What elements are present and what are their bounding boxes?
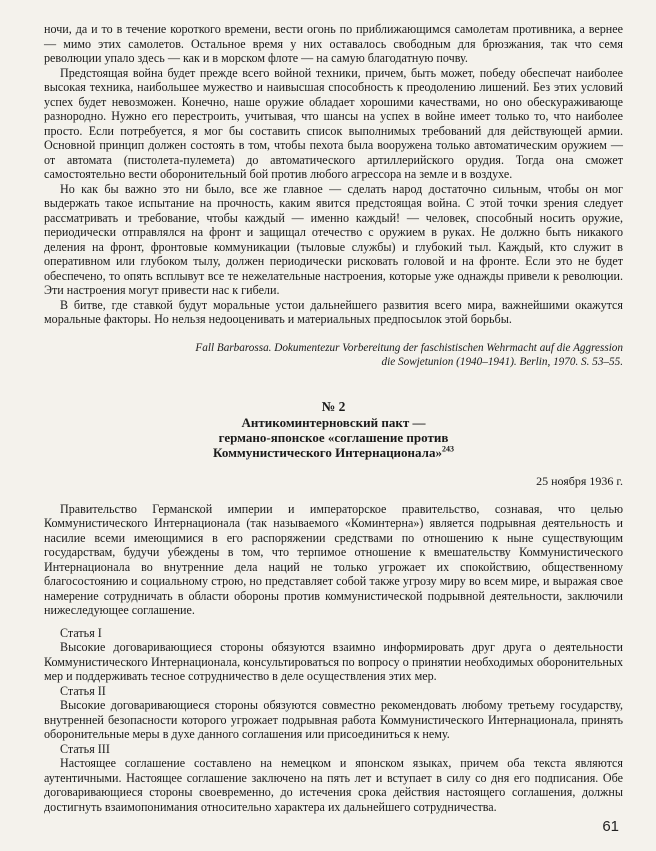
paragraph: Но как бы важно это ни было, все же главное — сделать народ достаточно сильным, чтобы он мог выдержать такое испытание на прочность, каким явится предстоящая война. С этой точки зрения следует рассматривать и требование, чтобы каждый — именно каждый! — человек, способный носить оружие, периодически отправлялся на фронт и защищал отечество с оружием в руках. Не должно быть никакого деления на фронт, фронтовые коммуникации (тыловые службы) и глубокий тыл. Каждый, кто служит в оперативном или глубоком тылу, должен периодически рисковать головой и на фронте. Если это не будет обеспечено, то опять всплывут все те нежелательные настроения, которые уже однажды привели к революции. Эти настроения могут привести нас к гибели. <box>44 181 623 297</box>
paragraph: ночи, да и то в течение короткого времени, вести огонь по приближающимся самолетам противника, а вернее — мимо этих самолетов. Остальное время у них оставалось свободным для брюзжания, так что семя революции упало здесь — как и в морском флоте — на самую благодатную почву. <box>44 22 623 65</box>
article-heading: Статья III <box>60 741 110 756</box>
preamble-paragraph: Правительство Германской империи и императорское правительство, сознавая, что целью Коммунистического Интернационала (так называемого «Коминтерна») является подрывная деятельность и насилие всеми имеющимися в его распоряжении средствами по отношению к ныне существующим государствам, будучи убеждены в том, что терпимое отношение к вмешательству Коммунистического Интернационала во внутренние дела наций не только угрожает их спокойствию, общественному благосостоянию и социальному строю, но представляет собой также угрозу миру во всем мире, и выражая свое намерение сотрудничать в области обороны против коммунистической подрывной деятельности, заключили нижеследующее соглашение. <box>44 501 623 617</box>
page-number: 61 <box>602 818 619 835</box>
source-citation <box>44 341 623 369</box>
document-title-line <box>44 445 623 460</box>
document-title-line: Антикоминтерновский пакт — <box>241 414 426 430</box>
article-text: Высокие договаривающиеся стороны обязуются взаимно информировать друг друга о деятельности Коммунистического Интернационала, консультироваться по вопросу о принятии необходимых оборонительных мер и поддерживать тесное сотрудничество в деле осуществления этих мер. <box>44 640 623 683</box>
article-3 <box>44 742 623 815</box>
document-header <box>44 399 623 460</box>
document-title-text: Коммунистического Интернационала» <box>213 444 442 460</box>
paragraph: Предстоящая война будет прежде всего войной техники, причем, быть может, победу обеспечат наиболее высокая техника, наибольшее мужество и наивысшая способность к преодолению лишений. Без этих условий успех будет невозможен. Конечно, наше оружие обладает хорошими качествами, но оно обескураживающе разнородно. Нужно его перестроить, учитывая, что шансы на успех в войне имеет только то, что наиболее просто. Если потребуется, я мог бы составить список выполнимых требований для действующей армии. Основной принцип должен состоять в том, чтобы пехота была вооружена только автоматическим оружием — от автомата (пистолета-пулемета) до автоматического артиллерийского орудия. Тогда она сможет самостоятельно вести оборонительный бой против любого агрессора на земле и в воздухе. <box>44 65 623 181</box>
paragraph: В битве, где ставкой будут моральные устои дальнейшего развития всего мира, важнейшими окажутся моральные факторы. Но нельзя недооценивать и материальных предпосылок этой борьбы. <box>44 297 623 326</box>
document-title-line: германо-японское «соглашение против <box>218 429 449 445</box>
article-heading: Статья II <box>60 683 106 698</box>
document-date: 25 ноября 1936 г. <box>536 473 623 488</box>
article-heading: Статья I <box>60 625 102 640</box>
article-1 <box>44 626 623 684</box>
footnote-reference[interactable]: 243 <box>441 444 454 454</box>
citation-line: die Sowjetunion (1940–1941). Berlin, 1970. S. 53–55. <box>381 355 623 368</box>
article-2 <box>44 684 623 742</box>
article-text: Высокие договаривающиеся стороны обязуются совместно рекомендовать любому третьему государству, внутренней безопасности которого угрожает подрывная работа Коммунистического Интернационала, принять оборонительные меры в духе данного соглашения или присоединиться к нему. <box>44 698 623 741</box>
body-text-top <box>44 22 623 327</box>
document-number: № 2 <box>321 398 346 414</box>
article-text: Настоящее соглашение составлено на немецком и японском языках, причем оба текста являются аутентичными. Настоящее соглашение заключено на пять лет и вступает в силу со дня его подписания. Обе договаривающиеся стороны своевременно, до истечения срока действия настоящего соглашения, должны достигнуть взаимопонимания относительно характера их дальнейшего сотрудничества. <box>44 756 623 814</box>
citation-line: Fall Barbarossa. Dokumentezur Vorbereitung der faschistischen Wehrmacht auf die Aggression <box>195 341 623 354</box>
